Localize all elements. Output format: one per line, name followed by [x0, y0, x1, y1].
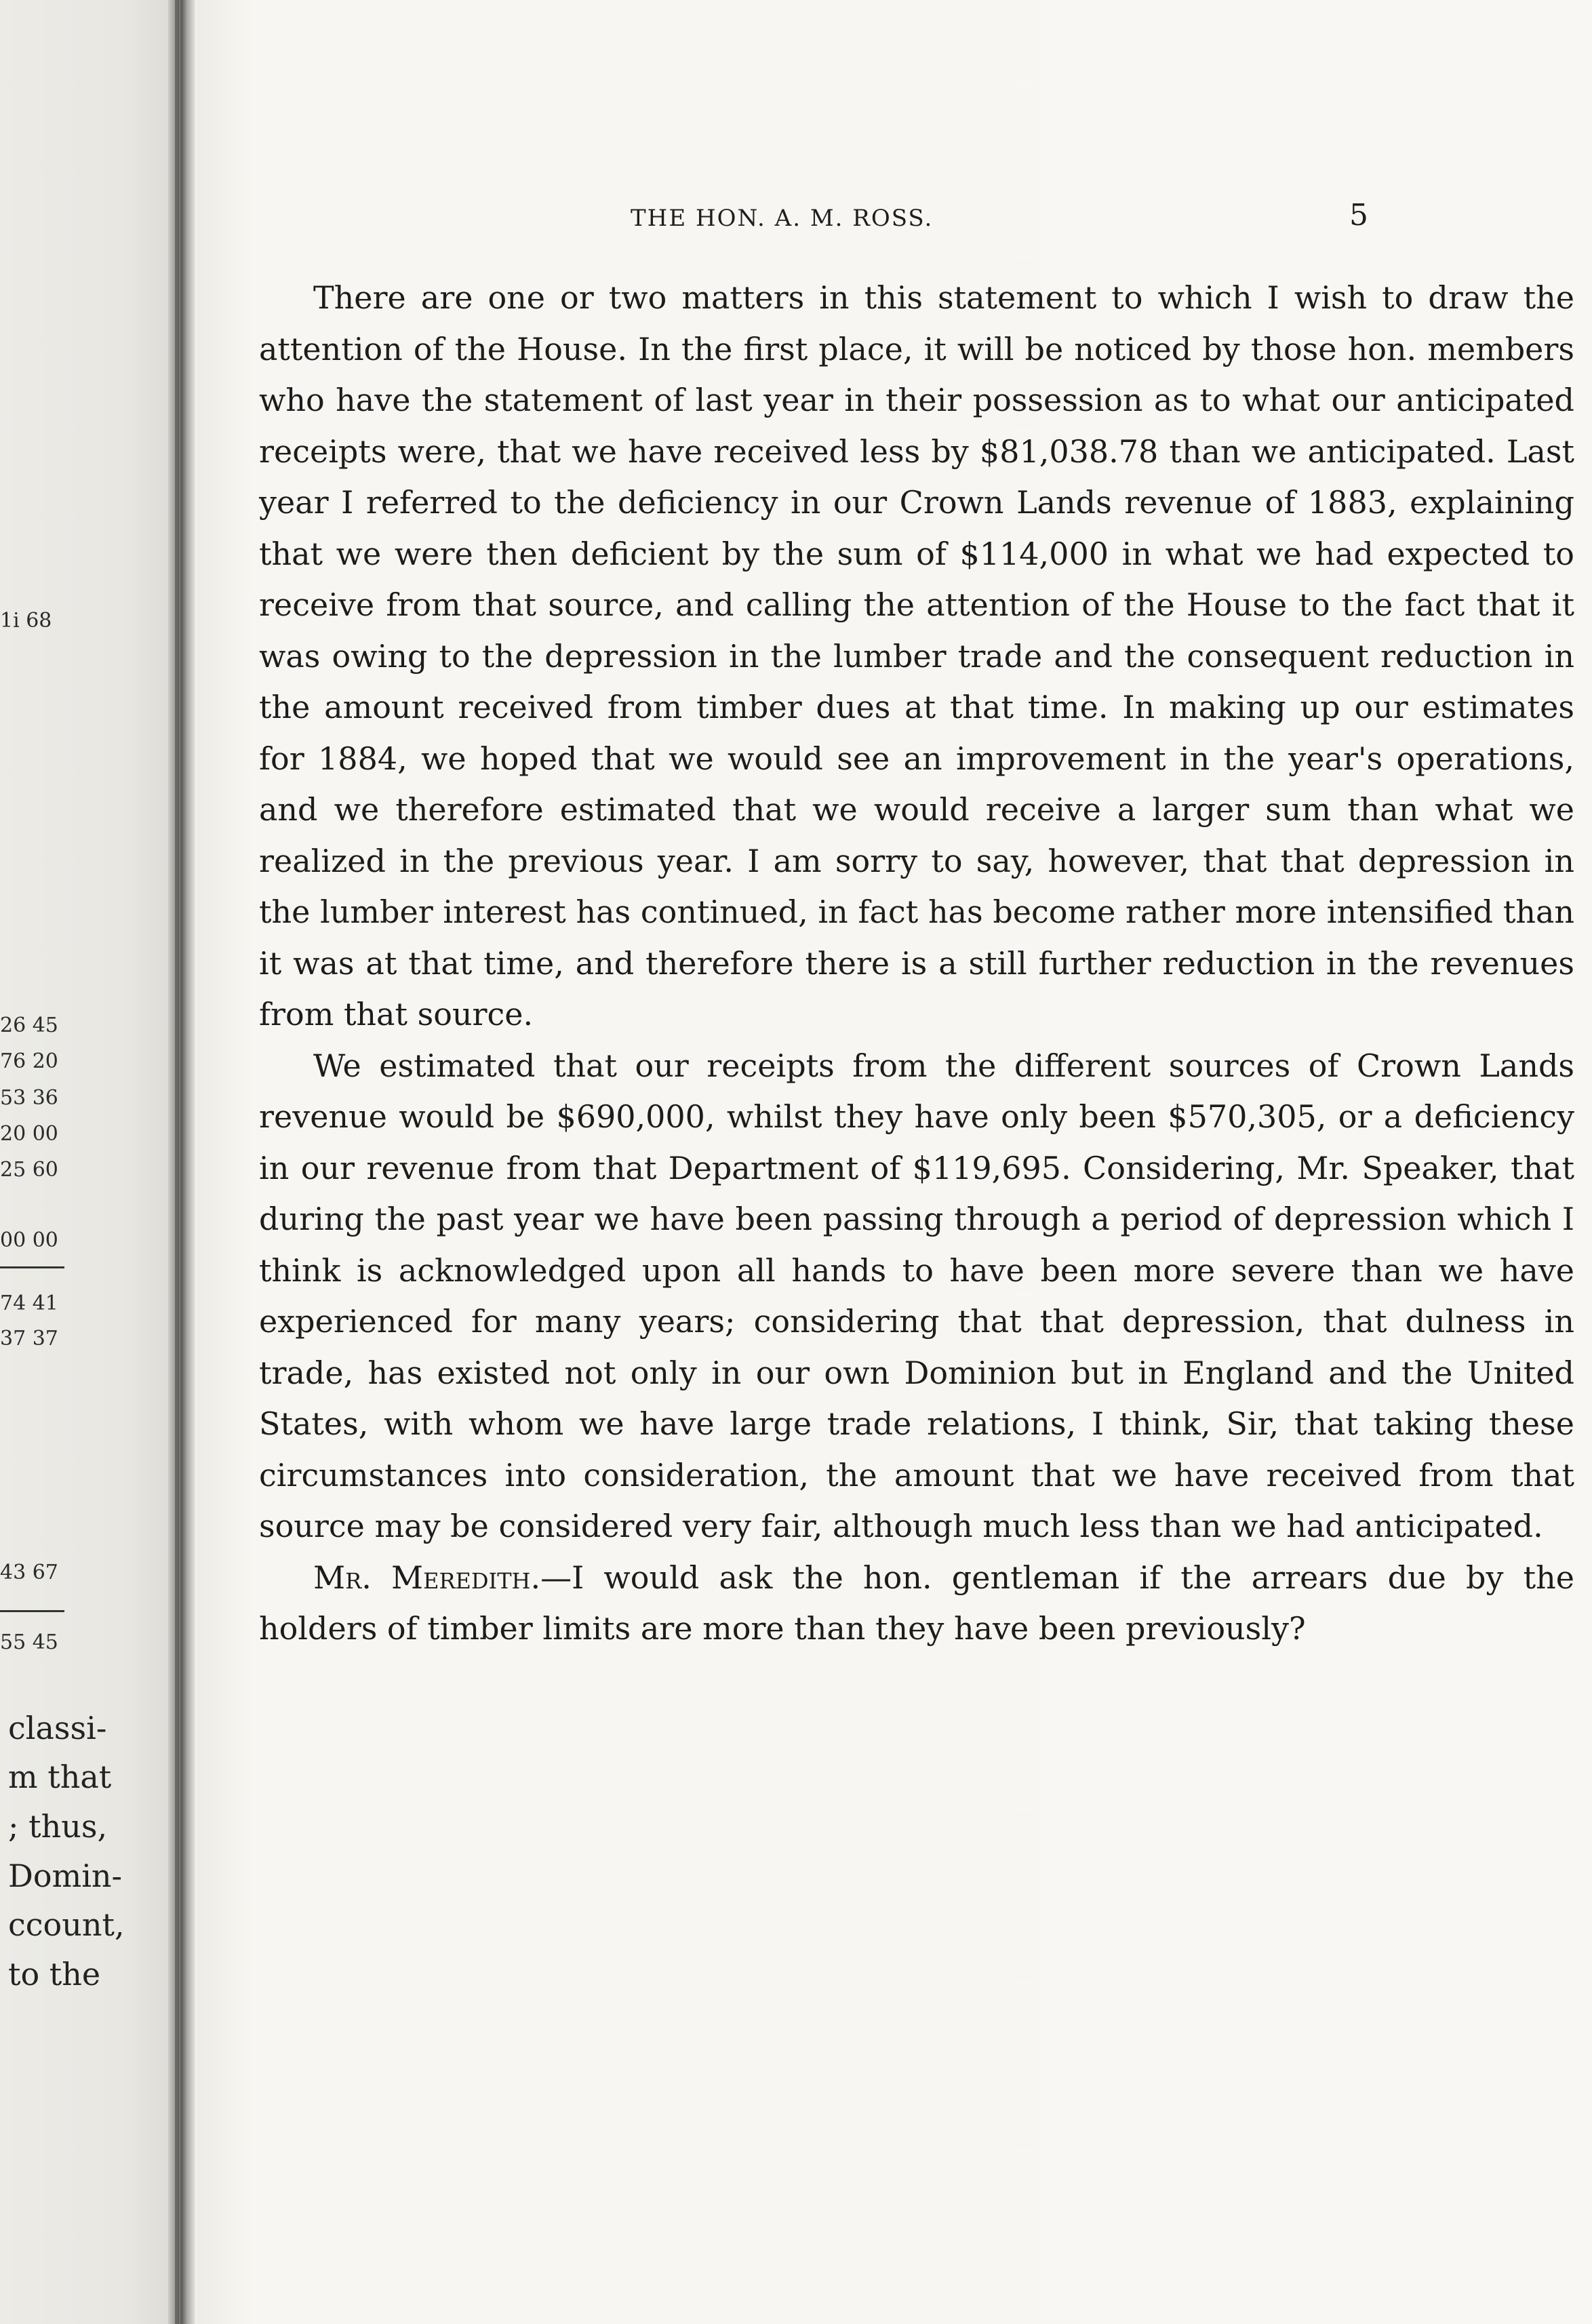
- book-page: [197, 0, 1592, 2324]
- facing-page-word: ccount,: [8, 1906, 125, 1943]
- facing-page-number: 37 37: [0, 1327, 58, 1350]
- paragraph: [259, 1552, 1574, 1655]
- facing-page-number: 74 41: [0, 1291, 58, 1315]
- speaker-name: Mr. Meredith.: [313, 1559, 541, 1596]
- gutter-shadow-line: [175, 0, 179, 2324]
- speech-text: —I would ask the hon. gentleman if the arrears due by the holders of timber limits are more than they have been previously?: [259, 1559, 1574, 1647]
- facing-page-fragment: [0, 0, 178, 2324]
- facing-page-rule: [0, 1610, 64, 1612]
- running-head: THE HON. A. M. ROSS.: [631, 205, 934, 232]
- facing-page-number: 53 36: [0, 1086, 58, 1110]
- facing-page-word: ; thus,: [8, 1808, 108, 1845]
- facing-page-number: 76 20: [0, 1049, 58, 1073]
- book-gutter: [168, 0, 195, 2324]
- facing-page-word: classi-: [8, 1710, 107, 1746]
- facing-page-number: 25 60: [0, 1158, 58, 1182]
- facing-page-number: 43 67: [0, 1561, 58, 1584]
- facing-page-number: 26 45: [0, 1014, 58, 1037]
- paragraph: There are one or two matters in this statement to which I wish to draw the attention of the House. In the first place, it will be noticed by those hon. members who have the statement of last year in their possession as to what our anticipated receipts were, that we have received less by $81,038.78 than we anticipated. Last year I referred to the deficiency in our Crown Lands revenue of 1883, explaining that we were then deficient by the sum of $114,000 in what we had expected to receive from that source, and calling the attention of the House to the fact that it was owing to the depression in the lumber trade and the consequent reduction in the amount received from timber dues at that time. In making up our estimates for 1884, we hoped that we would see an improvement in the year's operations, and we therefore estimated that we would receive a larger sum than what we realized in the previous year. I am sorry to say, however, that that depression in the lumber interest has continued, in fact has become rather more intensified than it was at that time, and therefore there is a still further reduction in the revenues from that source.: [259, 279, 1574, 1033]
- facing-page-number: 55 45: [0, 1630, 58, 1654]
- paragraph: We estimated that our receipts from the different sources of Crown Lands revenue would be $690,000, whilst they have only been $570,305, or a deficiency in our revenue from that Department of $119,695. Considering, Mr. Speaker, that during the past year we have been passing through a period of depression which I think is acknowledged upon all hands to have been more severe than we have experienced for many years; considering that that depression, that dulness in trade, has existed not only in our own Dominion but in England and the United States, with whom we have large trade relations, I think, Sir, that taking these circumstances into consideration, the amount that we have received from that source may be considered very fair, although much less than we had anticipated.: [259, 1047, 1574, 1544]
- facing-page-rule: [0, 1266, 64, 1268]
- page-number: 5: [1349, 198, 1368, 233]
- facing-page-number: 00 00: [0, 1228, 58, 1252]
- facing-page-number: 20 00: [0, 1122, 58, 1146]
- facing-page-number: 1i 68: [0, 609, 52, 633]
- facing-page-word: Domin-: [8, 1858, 123, 1894]
- body-text: [259, 273, 1574, 1655]
- facing-page-word: to the: [8, 1956, 101, 1992]
- facing-page-word: m that: [8, 1759, 112, 1795]
